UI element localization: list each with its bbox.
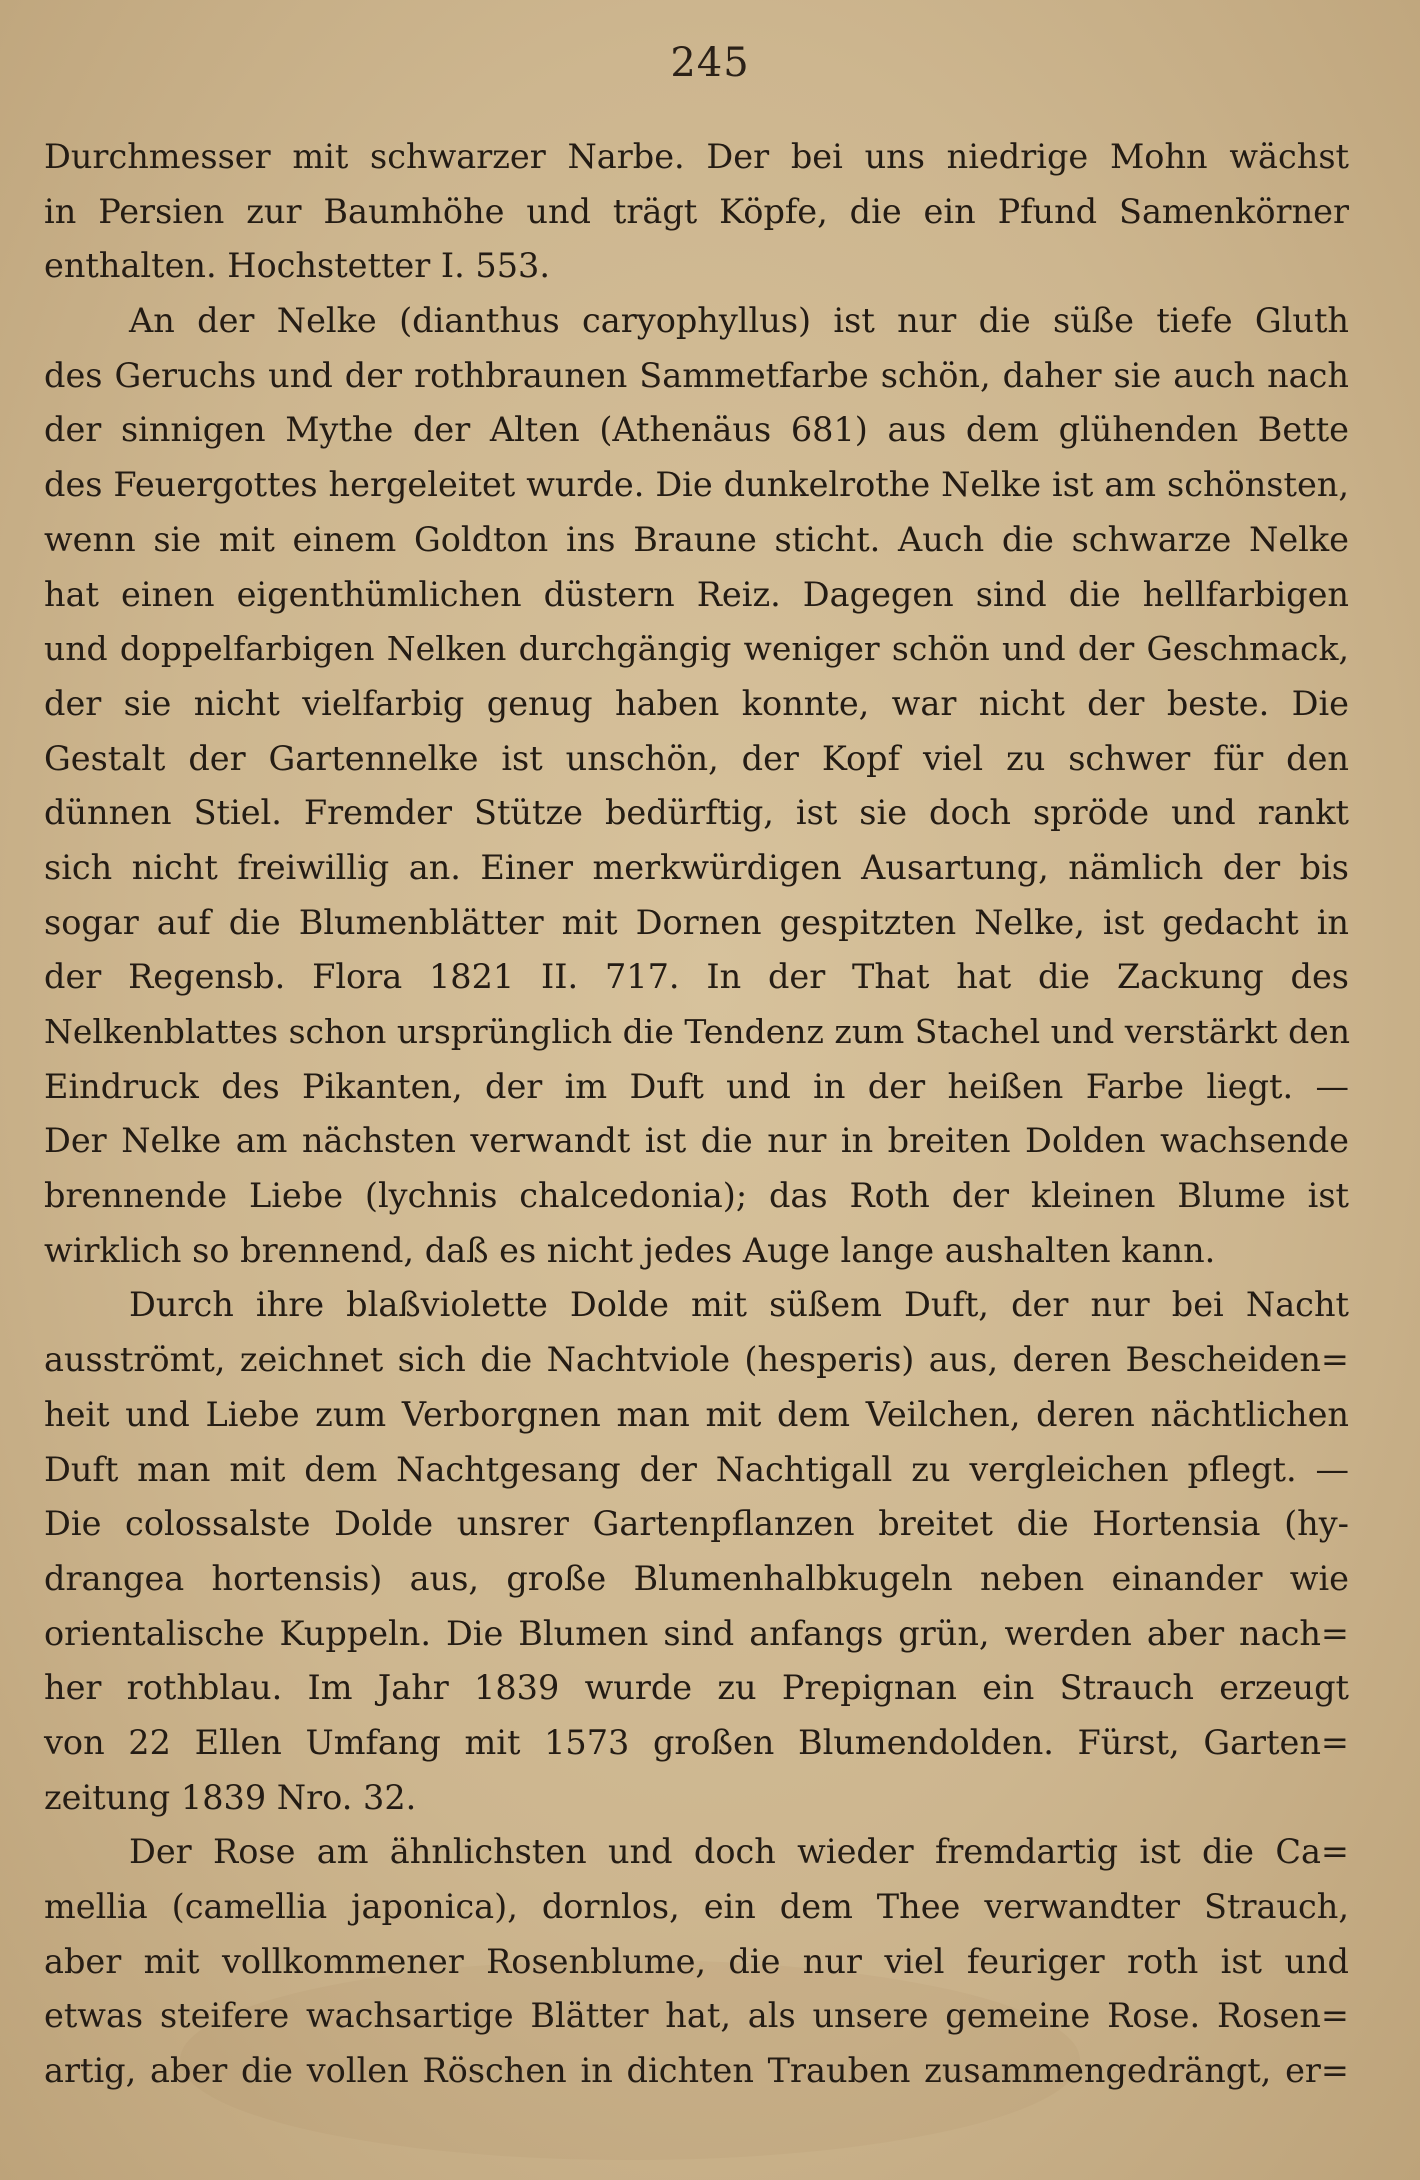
text-line: Die colossalste Dolde unsrer Gartenpflanzen breitet die Hortensia (hy-	[44, 1504, 1349, 1544]
text-line: orientalische Kuppeln. Die Blumen sind anfangs grün, werden aber nach=	[44, 1613, 1349, 1653]
text-line: sogar auf die Blumenblätter mit Dornen gespitzten Nelke, ist gedacht in	[44, 902, 1349, 942]
text-line: hat einen eigenthümlichen düstern Reiz. Dagegen sind die hellfarbigen	[44, 574, 1349, 614]
text-line: wenn sie mit einem Goldton ins Braune sticht. Auch die schwarze Nelke	[44, 519, 1349, 559]
text-line: der sie nicht vielfarbig genug haben konnte, war nicht der beste. Die	[44, 683, 1349, 723]
page-number: 245	[670, 40, 750, 86]
text-line: mellia (camellia japonica), dornlos, ein dem Thee verwandter Strauch,	[44, 1887, 1349, 1926]
text-line: wirklich so brennend, daß es nicht jedes Auge lange aushalten kann.	[44, 1230, 1216, 1270]
text-line: Duft man mit dem Nachtgesang der Nachtigall zu vergleichen pflegt. —	[44, 1449, 1349, 1489]
text-line: der Regensb. Flora 1821 II. 717. In der That hat die Zackung des	[44, 957, 1349, 997]
text-line: heit und Liebe zum Verborgnen man mit dem Veilchen, deren nächtlichen	[44, 1394, 1349, 1434]
text-line: sich nicht freiwillig an. Einer merkwürdigen Ausartung, nämlich der bis	[44, 847, 1349, 887]
text-line: artig, aber die vollen Röschen in dichten Trauben zusammengedrängt, er=	[44, 2051, 1349, 2091]
text-line: der sinnigen Mythe der Alten (Athenäus 681) aus dem glühenden Bette	[44, 410, 1349, 450]
text-line: ausströmt, zeichnet sich die Nachtviole (hesperis) aus, deren Bescheiden=	[44, 1340, 1349, 1380]
text-line: in Persien zur Baumhöhe und trägt Köpfe, die ein Pfund Samenkörner	[44, 191, 1349, 231]
text-line: dünnen Stiel. Fremder Stütze bedürftig, ist sie doch spröde und rankt	[44, 793, 1349, 833]
text-line: her rothblau. Im Jahr 1839 wurde zu Prepignan ein Strauch erzeugt	[44, 1668, 1349, 1708]
text-line: enthalten. Hochstetter I. 553.	[44, 246, 551, 286]
text-line: und doppelfarbigen Nelken durchgängig weniger schön und der Geschmack,	[44, 629, 1349, 669]
text-line: aber mit vollkommener Rosenblume, die nur viel feuriger roth ist und	[44, 1941, 1349, 1981]
text-line: drangea hortensis) aus, große Blumenhalbkugeln neben einander wie	[44, 1558, 1349, 1598]
text-line: Eindruck des Pikanten, der im Duft und in der heißen Farbe liegt. —	[44, 1066, 1349, 1106]
text-line: Durchmesser mit schwarzer Narbe. Der bei uns niedrige Mohn wächst	[44, 137, 1349, 176]
text-line: des Feuergottes hergeleitet wurde. Die dunkelrothe Nelke ist am schönsten,	[44, 465, 1349, 505]
text-line: Der Rose am ähnlichsten und doch wieder fremdartig ist die Ca=	[129, 1832, 1349, 1872]
text-line: brennende Liebe (lychnis chalcedonia); das Roth der kleinen Blume ist	[44, 1176, 1349, 1216]
text-line: von 22 Ellen Umfang mit 1573 großen Blumendolden. Fürst, Garten=	[44, 1722, 1349, 1762]
text-line: Nelkenblattes schon ursprünglich die Tendenz zum Stachel und verstärkt den	[44, 1012, 1351, 1051]
text-line: Der Nelke am nächsten verwandt ist die nur in breiten Dolden wachsende	[44, 1121, 1349, 1161]
text-line: Gestalt der Gartennelke ist unschön, der Kopf viel zu schwer für den	[44, 738, 1349, 778]
text-line: zeitung 1839 Nro. 32.	[44, 1777, 417, 1817]
text-line: Durch ihre blaßviolette Dolde mit süßem Duft, der nur bei Nacht	[129, 1285, 1349, 1325]
body-text	[44, 130, 1349, 2099]
text-line: etwas steifere wachsartige Blätter hat, als unsere gemeine Rose. Rosen=	[44, 1996, 1349, 2036]
text-line: An der Nelke (dianthus caryophyllus) ist nur die süße tiefe Gluth	[129, 301, 1349, 341]
text-line: des Geruchs und der rothbraunen Sammetfarbe schön, daher sie auch nach	[44, 355, 1349, 395]
